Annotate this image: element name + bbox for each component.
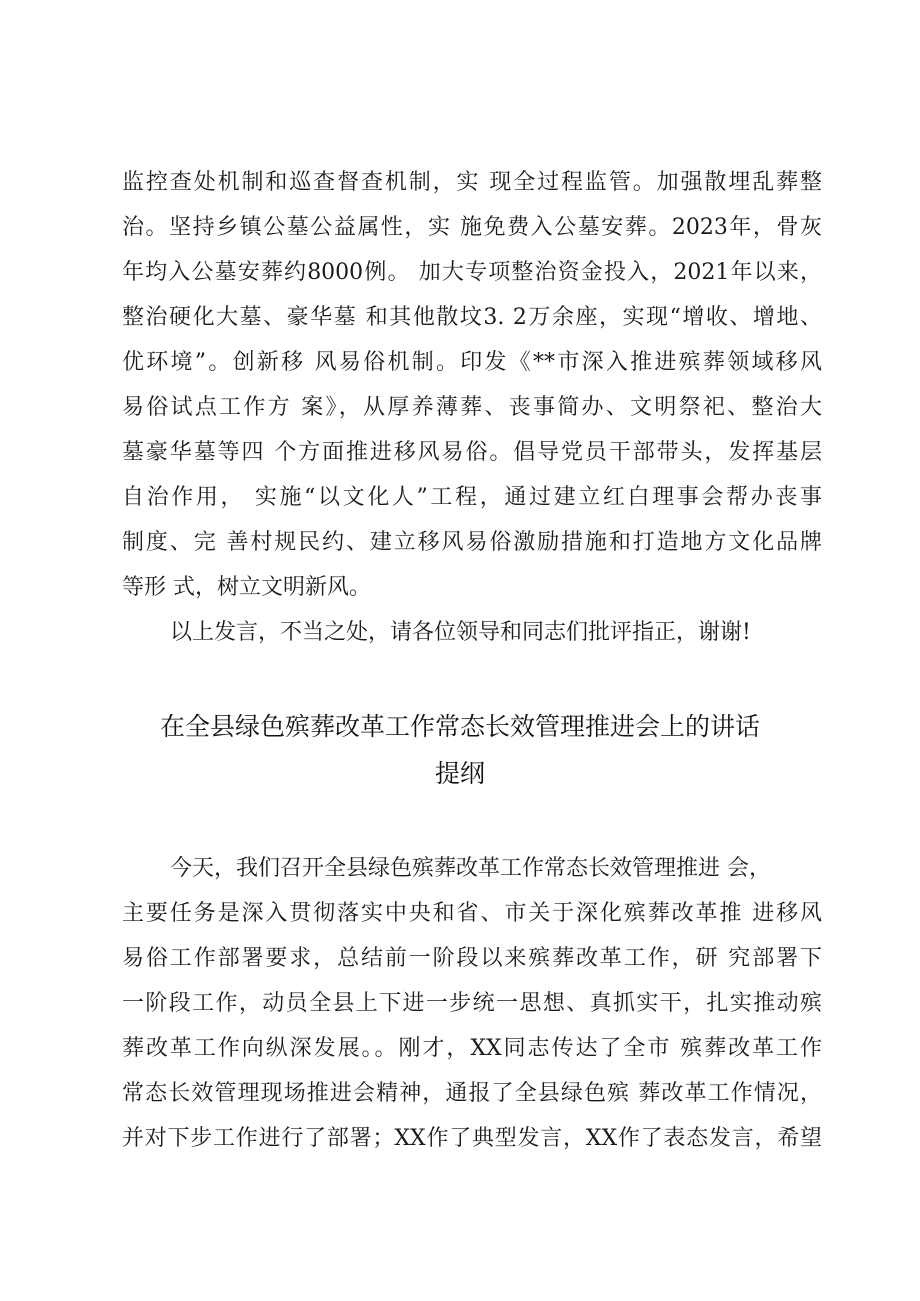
body-line: 整治硬化大墓、豪华墓 和其他散坟3. 2万余座，实现“增收、增地、 <box>122 305 822 330</box>
body-line: 并对下步工作进行了部署；XX作了典型发言，XX作了表态发言，希望 <box>122 1126 822 1151</box>
body-line: 治。坚持乡镇公墓公益属性，实 施免费入公墓安葬。2023年，骨灰 <box>122 215 822 240</box>
body-line: 一阶段工作，动员全县上下进一步统一思想、真抓实干，扎实推动殡 <box>122 991 822 1016</box>
speech-title: 在全县绿色殡葬改革工作常态长效管理推进会上的讲话 <box>159 712 760 741</box>
body-line: 今天，我们召开全县绿色殡葬改革工作常态长效管理推进 会， <box>170 856 771 881</box>
body-line: 葬改革工作向纵深发展。。刚才，XX同志传达了全市 殡葬改革工作 <box>122 1036 822 1061</box>
body-line: 主要任务是深入贯彻落实中央和省、市关于深化殡葬改革推 进移风 <box>122 901 822 926</box>
body-line: 制度、完 善村规民约、建立移风易俗激励措施和打造地方文化品牌 <box>122 530 822 555</box>
closing-remark: 以上发言，不当之处，请各位领导和同志们批评指正，谢谢! <box>170 620 751 645</box>
body-line: 自治作用， 实施“以文化人”工程，通过建立红白理事会帮办丧事 <box>122 485 822 510</box>
body-line: 监控查处机制和巡查督查机制，实 现全过程监管。加强散埋乱葬整 <box>122 170 822 195</box>
body-line: 优环境”。创新移 风易俗机制。印发《**市深入推进殡葬领域移风 <box>122 350 822 375</box>
body-line: 易俗试点工作方 案》，从厚养薄葬、丧事简办、文明祭祀、整治大 <box>122 395 822 420</box>
speech-title-continuation: 提纲 <box>434 759 485 788</box>
body-line: 常态长效管理现场推进会精神，通报了全县绿色殡 葬改革工作情况， <box>122 1081 822 1106</box>
body-line: 墓豪华墓等四 个方面推进移风易俗。倡导党员干部带头，发挥基层 <box>122 440 822 465</box>
body-line: 等形 式，树立文明新风。 <box>122 575 371 600</box>
body-line: 年均入公墓安葬约8000例。 加大专项整治资金投入，2021年以来， <box>122 260 822 285</box>
body-line: 易俗工作部署要求，总结前一阶段以来殡葬改革工作，研 究部署下 <box>122 946 822 971</box>
